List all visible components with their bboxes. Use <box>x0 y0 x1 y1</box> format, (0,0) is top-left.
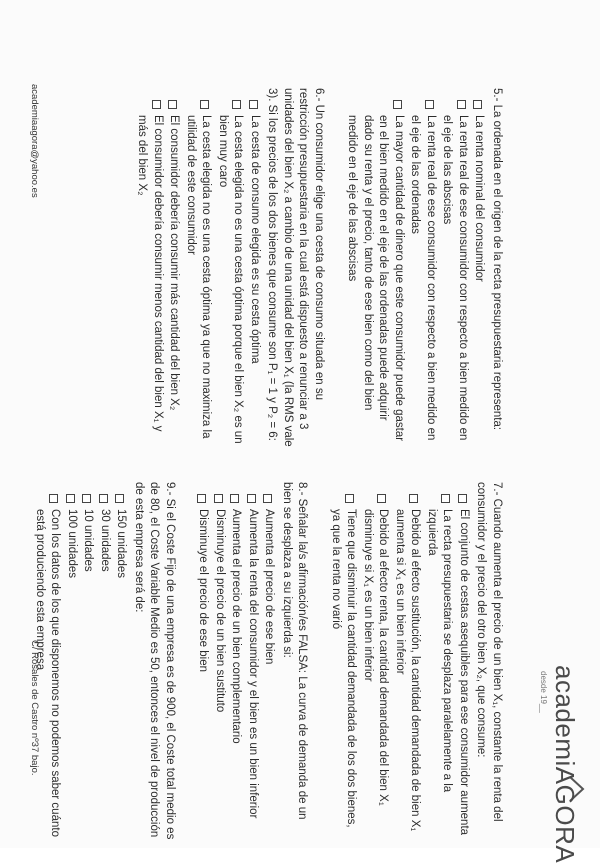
option-text: Aumenta el precio de un bien complementario <box>230 509 243 744</box>
checkbox[interactable] <box>442 494 451 503</box>
checkbox[interactable] <box>378 494 387 503</box>
checkbox[interactable] <box>457 100 466 109</box>
option-text: Disminuye el precio de un bien sustituto <box>214 509 226 713</box>
option-row[interactable] <box>439 100 470 448</box>
academia-logo <box>532 665 588 863</box>
option-text: 10 unidades <box>82 509 95 572</box>
option-text: La mayor cantidad de dinero que este consumidor puede gastar en el bien medido en el eje de las ordenadas puede adquirir dado su renta y el precio, tanto de ese bien como del bien medido en el eje de las abscisas <box>346 115 405 442</box>
option-text: 150 unidades <box>115 509 128 579</box>
option-text: El consumidor debería consumir más cantidad del bien X₂ <box>168 115 181 411</box>
checkbox[interactable] <box>233 100 242 109</box>
checkbox[interactable] <box>116 494 125 503</box>
question-5 <box>344 88 504 448</box>
checkbox[interactable] <box>214 494 223 503</box>
option-text: 30 unidades <box>99 509 111 572</box>
option-text: La renta real de ese consumidor con respecto a bien medido en el eje de las ordenadas <box>409 115 437 441</box>
question-text: 5.- La ordenada en el origen de la recta presupuestaria representa: <box>491 88 503 431</box>
left-column <box>130 88 504 448</box>
option-text: Aumenta la renta del consumidor y el bien es un bien inferior <box>247 509 259 819</box>
option-row[interactable] <box>215 100 246 448</box>
option-text: Aumenta el precio de ese bien <box>263 509 276 665</box>
option-text: La recta presupuestaria se desplaza paralelamente a la izquierda <box>426 509 454 793</box>
question-9 <box>32 482 178 842</box>
checkbox[interactable] <box>66 494 75 503</box>
checkbox[interactable] <box>231 494 240 503</box>
option-row[interactable] <box>344 100 406 448</box>
option-row[interactable] <box>64 494 80 842</box>
option-row[interactable] <box>212 494 228 842</box>
option-text: Tiene que disminuir la cantidad demandada de los dos bienes, ya que la renta no varió <box>330 509 358 828</box>
question-7 <box>328 482 505 842</box>
option-text: La cesta de consumo elegida es su cesta óptima <box>249 115 261 364</box>
option-row[interactable] <box>261 494 277 842</box>
checkbox[interactable] <box>99 494 108 503</box>
option-text: El conjunto de cestas asequibles para ese consumidor aumenta <box>458 509 470 836</box>
right-column <box>28 482 505 842</box>
option-row[interactable] <box>183 100 214 448</box>
checkbox[interactable] <box>198 494 207 503</box>
option-text: La cesta elegida no es una cesta óptima porque el bien X₂ es un bien muy caro <box>217 115 245 444</box>
option-row[interactable] <box>456 494 472 842</box>
option-row[interactable] <box>80 494 96 842</box>
option-row[interactable] <box>360 494 391 842</box>
logo-subtitle: desde 19__ <box>539 671 548 713</box>
checkbox[interactable] <box>346 494 355 503</box>
option-row[interactable] <box>392 494 423 842</box>
option-text: El consumidor debería consumir menos cantidad del bien X₁ y más del bien X₂ <box>136 115 164 432</box>
logo-name: academiAGORA <box>550 665 580 863</box>
option-row[interactable] <box>245 494 261 842</box>
question-text: 6.- Un consumidor elige una cesta de consumo situada en su restricción presupuestaria en la cual está dispuesto a renunciar a 3 unidades del bien X₂ a cambio de una unidad del bien X₁ (la RMS vale 3). Si los precios de los dos bienes que consume son P₁ = 1 y P₂ = 6: <box>266 88 325 447</box>
checkbox[interactable] <box>249 100 258 109</box>
option-row[interactable] <box>113 494 129 842</box>
checkbox[interactable] <box>83 494 92 503</box>
checkbox[interactable] <box>410 494 419 503</box>
question-text: 8.- Señalar la/s afirmación/es FALSA: La curva de demanda de un bien se desplaza a su izquierda si: <box>281 482 309 820</box>
footer-address: C/ Rosales de Castro nº37 bajo. <box>29 640 40 776</box>
checkbox[interactable] <box>152 100 161 109</box>
option-text: 100 unidades <box>66 509 78 579</box>
checkbox[interactable] <box>393 100 402 109</box>
option-row[interactable] <box>97 494 113 842</box>
option-row[interactable] <box>134 100 165 448</box>
checkbox[interactable] <box>425 100 434 109</box>
option-text: Disminuye el precio de ese bien <box>197 509 210 673</box>
option-row[interactable] <box>471 100 487 448</box>
question-text: 7.- Cuando aumenta el precio de un bien X₁, constante la renta del consumidor y el precio del otro bien X₂, que consume: <box>475 482 503 822</box>
option-text: La renta nominal del consumidor <box>473 115 486 282</box>
option-row[interactable] <box>166 100 182 448</box>
checkbox[interactable] <box>169 100 178 109</box>
option-row[interactable] <box>195 494 211 842</box>
option-row[interactable] <box>424 494 455 842</box>
option-text: La renta real de ese consumidor con respecto a bien medido en el eje de las abscisas <box>441 115 469 441</box>
checkbox[interactable] <box>247 494 256 503</box>
option-text: Con los datos de los que disponemos no podemos saber cuánto está produciendo esta empresa <box>34 509 62 837</box>
question-6 <box>134 88 326 448</box>
footer-email: academiaagora@yahoo.es <box>29 84 40 198</box>
option-row[interactable] <box>328 494 359 842</box>
checkbox[interactable] <box>264 494 273 503</box>
option-row[interactable] <box>228 494 244 842</box>
checkbox[interactable] <box>201 100 210 109</box>
option-row[interactable] <box>247 100 263 448</box>
question-text: 9.- Si el Coste Fijo de una empresa es de 900, el Coste total medio es de 80, el Coste Variable Medio es 50, entonces el nivel de producción de esta empresa será de: <box>133 482 176 840</box>
option-text: Debido al efecto sustitución, la cantidad demandada de bien X₁ aumenta si X₁ es un bien inferior <box>394 509 422 832</box>
checkbox[interactable] <box>474 100 483 109</box>
option-text: La cesta elegida no es una cesta óptima ya que no maximiza la utilidad de este consumidor <box>185 115 213 439</box>
checkbox[interactable] <box>50 494 59 503</box>
checkbox[interactable] <box>458 494 467 503</box>
option-row[interactable] <box>407 100 438 448</box>
question-8 <box>195 482 310 842</box>
option-text: Debido al efecto renta, la cantidad demandada del bien X₁ disminuye si X₁ es un bien inferior <box>362 509 390 806</box>
